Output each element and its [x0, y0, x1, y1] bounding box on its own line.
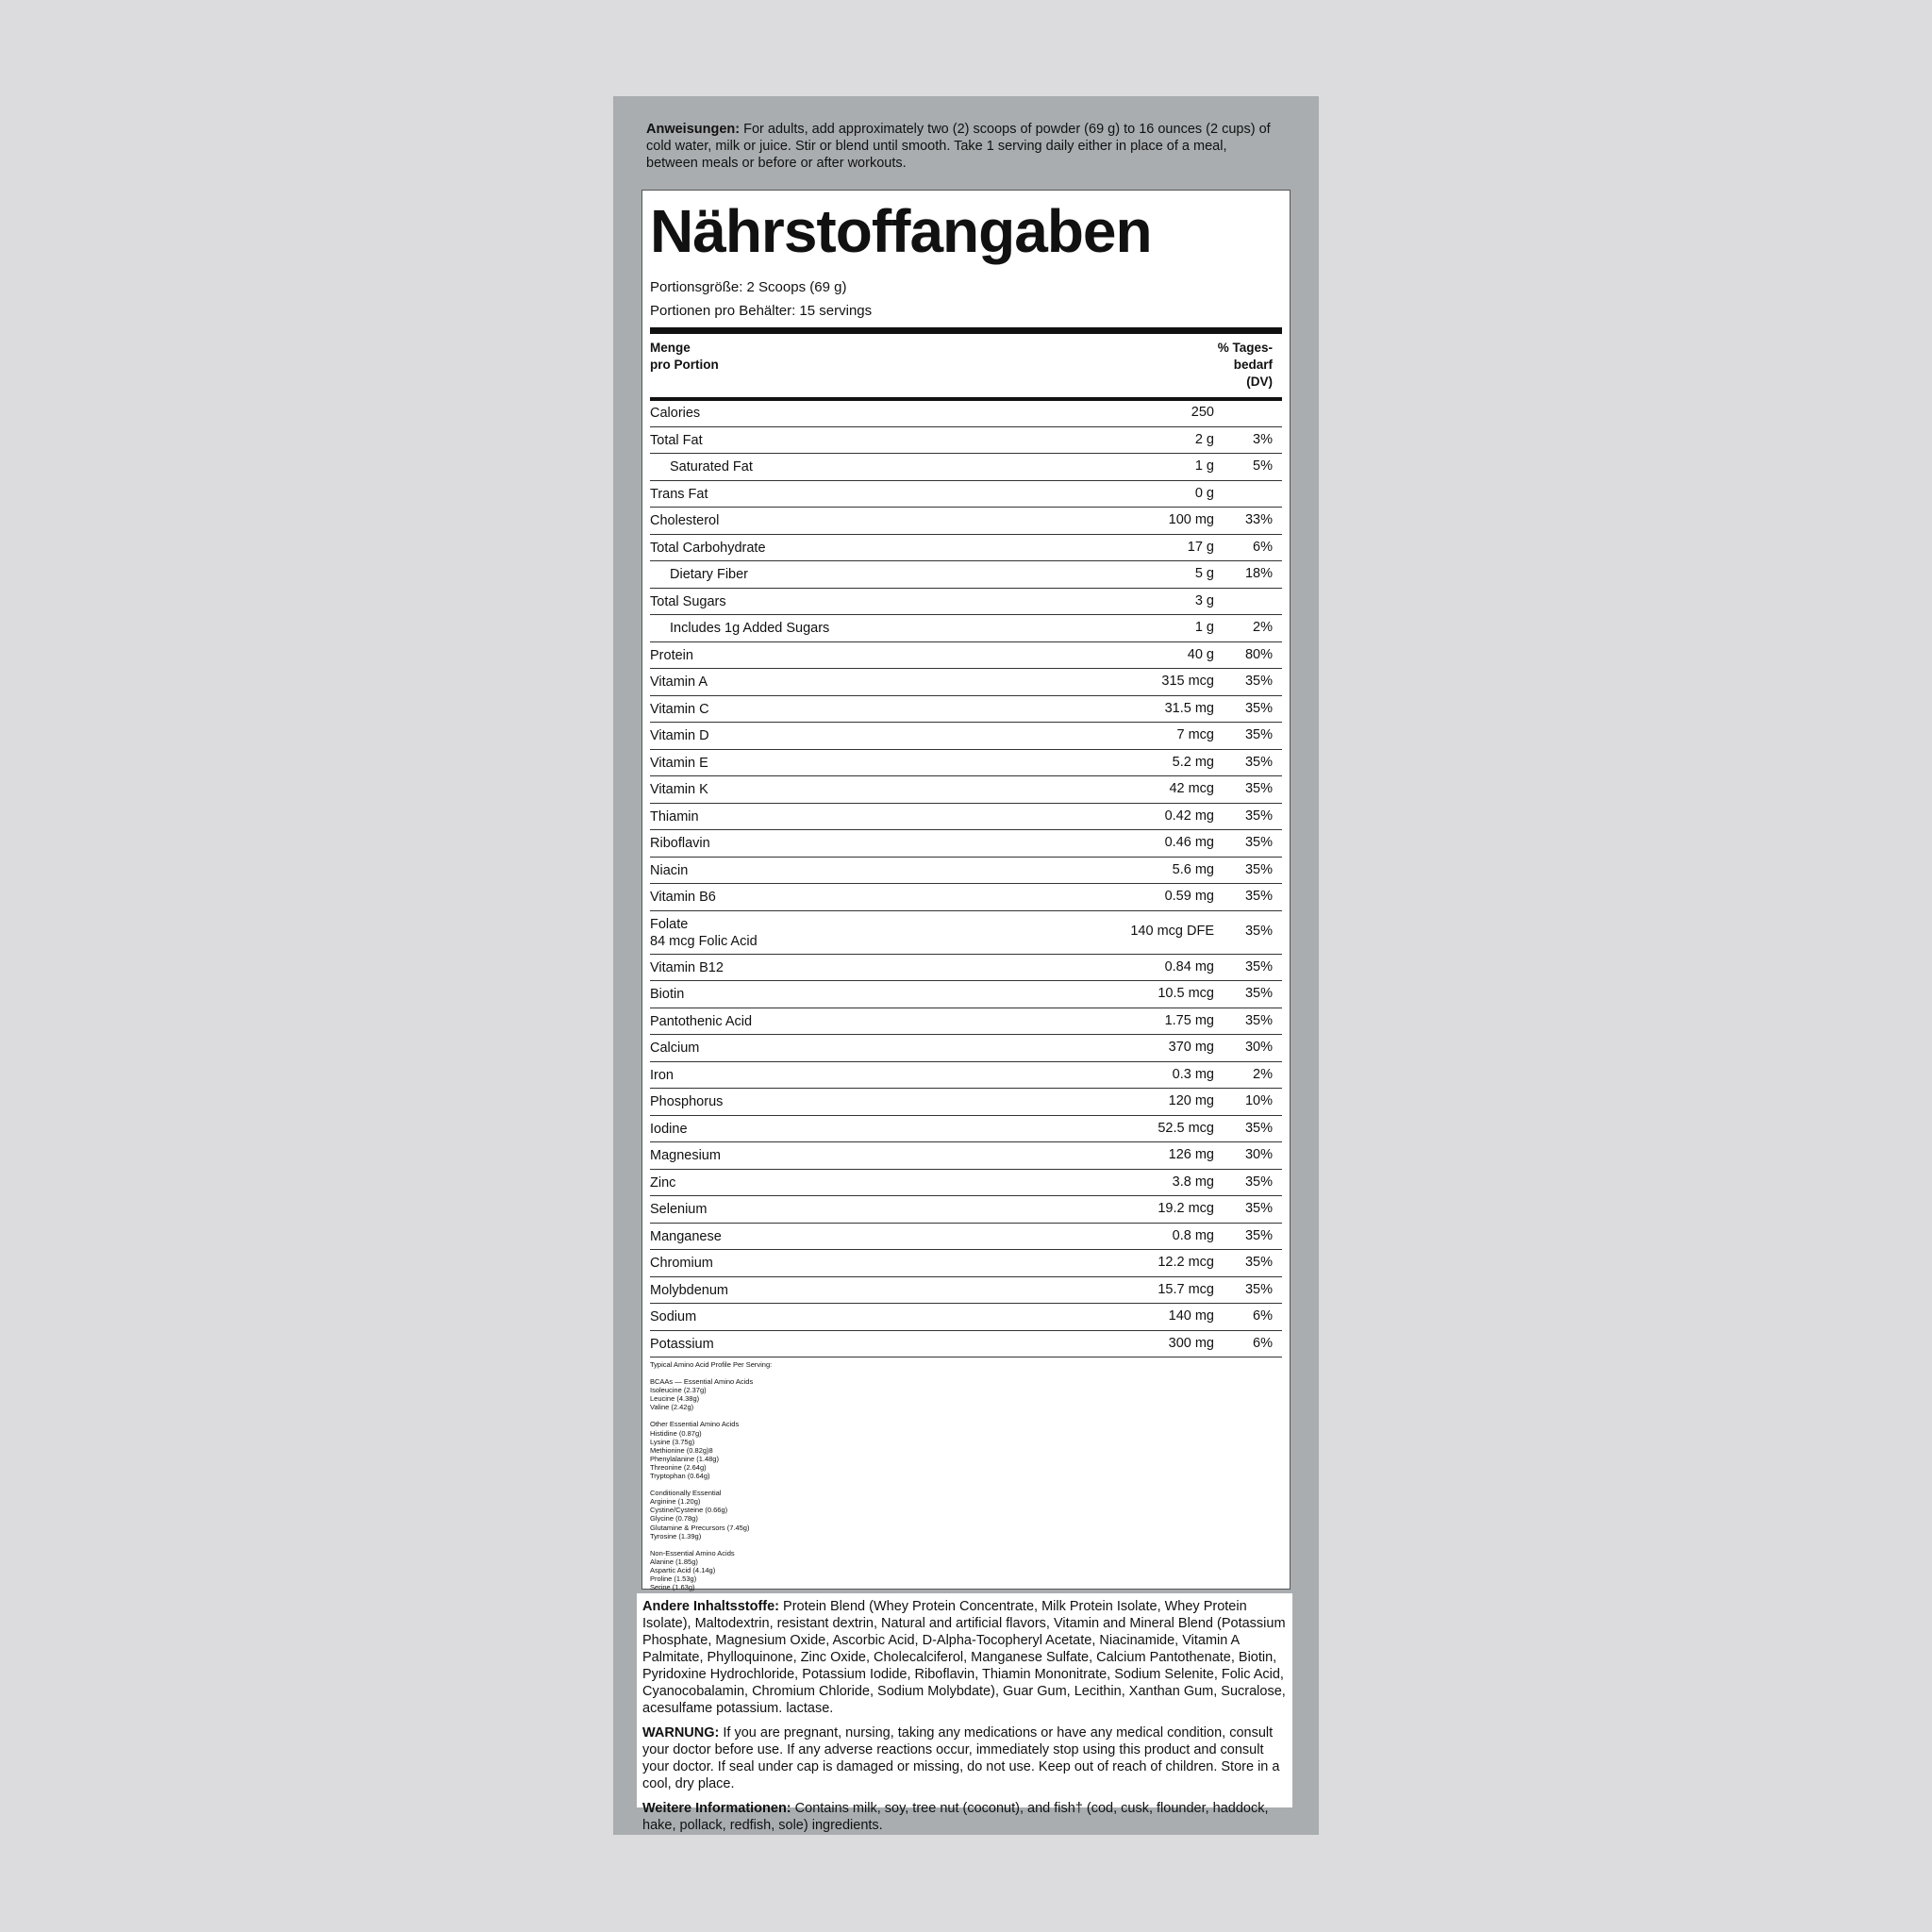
- nutrient-row: [650, 1277, 1282, 1305]
- nutrient-row: [650, 1250, 1282, 1277]
- nutrient-row: [650, 1170, 1282, 1197]
- nutrient-amount: 0.42 mg: [1164, 808, 1214, 824]
- nutrient-label: [650, 862, 688, 879]
- amino-group-name: BCAAs — Essential Amino Acids: [650, 1377, 754, 1387]
- amino-item: Tryptophan (0.64g): [650, 1472, 710, 1481]
- amino-item: Phenylalanine (1.48g): [650, 1454, 719, 1463]
- table-header: [650, 340, 1282, 389]
- servings-per-container: Portionen pro Behälter: 15 servings: [650, 303, 873, 319]
- nutrient-row: [650, 1304, 1282, 1331]
- nutrient-amount: 0.8 mg: [1172, 1227, 1214, 1243]
- nutrient-amount: 1 g: [1194, 458, 1214, 474]
- amino-title: Typical Amino Acid Profile Per Serving:: [650, 1360, 773, 1369]
- amino-item: Tyrosine (1.39g): [650, 1531, 702, 1541]
- nutrient-amount: 3.8 mg: [1172, 1174, 1214, 1190]
- nutrient-row: [650, 884, 1282, 911]
- nutrient-label: [650, 1308, 696, 1325]
- directions-label: Anweisungen:: [646, 122, 741, 137]
- nutrient-name: Total Sugars: [650, 593, 726, 609]
- nutrient-label: [650, 1201, 707, 1218]
- nutrient-label: [650, 727, 709, 744]
- nutrient-dv: 35%: [1244, 674, 1273, 689]
- nutrient-label: [650, 986, 684, 1003]
- nutrient-label: [650, 432, 703, 449]
- nutrient-row: [650, 804, 1282, 831]
- nutrient-label: [650, 959, 724, 976]
- other-info-panel: [637, 1593, 1292, 1833]
- nutrient-amount: 5.6 mg: [1172, 861, 1214, 877]
- serving-size: Portionsgröße: 2 Scoops (69 g): [650, 279, 847, 295]
- amino-item: Cystine/Cysteine (0.66g): [650, 1506, 728, 1515]
- nutrient-label: [670, 458, 753, 475]
- nutrient-label: [650, 405, 700, 422]
- nutrient-dv: 35%: [1244, 861, 1273, 877]
- nutrient-row: [650, 696, 1282, 724]
- nutrient-label: [650, 916, 758, 950]
- nutrient-row: [650, 561, 1282, 589]
- nutrient-label: [650, 1040, 699, 1057]
- amino-item: Alanine (1.85g): [650, 1557, 698, 1566]
- nutrient-name: Pantothenic Acid: [650, 1013, 753, 1029]
- nutrient-amount: 2 g: [1194, 431, 1214, 447]
- nutrient-amount: 120 mg: [1168, 1093, 1214, 1108]
- nutrient-amount: 100 mg: [1168, 512, 1214, 527]
- facts-title: Nährstoffangaben: [650, 197, 1152, 265]
- ingredients: [642, 1598, 1287, 1717]
- nutrient-dv: 18%: [1244, 566, 1273, 581]
- nutrient-dv: 35%: [1244, 889, 1273, 904]
- nutrient-row: [650, 830, 1282, 858]
- nutrient-label: [650, 1228, 722, 1245]
- nutrient-label: [650, 1147, 721, 1164]
- warning: [642, 1724, 1287, 1792]
- nutrient-dv: 35%: [1244, 1012, 1273, 1028]
- ingredients-label: Andere Inhaltsstoffe:: [642, 1599, 780, 1614]
- nutrient-row: [650, 858, 1282, 885]
- header-right-3: (DV): [1246, 375, 1273, 389]
- nutrient-dv: 10%: [1244, 1093, 1273, 1108]
- nutrient-name: Biotin: [650, 987, 685, 1002]
- nutrient-amount: 140 mg: [1168, 1308, 1214, 1324]
- nutrient-amount: 0.3 mg: [1172, 1066, 1214, 1082]
- nutrient-label: [650, 781, 708, 798]
- nutrient-dv: 35%: [1244, 754, 1273, 770]
- nutrient-dv: 30%: [1244, 1147, 1273, 1162]
- nutrient-label: [650, 593, 726, 610]
- amino-group: [650, 1489, 772, 1541]
- nutrient-row: [650, 1008, 1282, 1036]
- nutrient-name: Folate: [650, 916, 689, 932]
- nutrient-amount: 12.2 mcg: [1158, 1255, 1214, 1270]
- header-left-1: Menge: [650, 341, 691, 355]
- nutrient-row: [650, 615, 1282, 642]
- nutrient-amount: 19.2 mcg: [1158, 1201, 1214, 1216]
- nutrient-row: [650, 1089, 1282, 1116]
- nutrient-label: [650, 1255, 713, 1272]
- nutrient-dv: 3%: [1253, 431, 1273, 447]
- nutrient-row: [650, 481, 1282, 508]
- nutrient-name: Trans Fat: [650, 486, 708, 502]
- nutrient-name: Phosphorus: [650, 1094, 724, 1109]
- amino-item: Isoleucine (2.37g): [650, 1386, 707, 1395]
- nutrient-name: Protein: [650, 647, 693, 663]
- nutrient-dv: 35%: [1244, 1227, 1273, 1243]
- nutrient-name: Vitamin A: [650, 675, 708, 690]
- nutrient-amount: 10.5 mcg: [1158, 986, 1214, 1001]
- nutrient-label: [650, 835, 710, 852]
- nutrient-name: Includes 1g Added Sugars: [670, 621, 830, 636]
- warning-label: WARNUNG:: [642, 1725, 720, 1740]
- nutrient-row: [650, 1331, 1282, 1358]
- directions: [646, 121, 1278, 172]
- nutrient-amount: 126 mg: [1168, 1147, 1214, 1162]
- nutrient-name: Saturated Fat: [670, 459, 753, 475]
- nutrient-amount: 1.75 mg: [1164, 1012, 1214, 1028]
- info-label: Weitere Informationen:: [642, 1801, 791, 1816]
- nutrient-name: Selenium: [650, 1202, 708, 1217]
- amino-item: Proline (1.53g): [650, 1574, 697, 1583]
- nutrient-dv: 35%: [1244, 1201, 1273, 1216]
- nutrient-row: [650, 1035, 1282, 1062]
- nutrient-name: Total Fat: [650, 432, 703, 448]
- ingredients-text: Protein Blend (Whey Protein Concentrate, Milk Protein Isolate, Whey Protein Isolate), Maltodextrin, resistant dextrin, Natural and artificial flavors, Vitamin and Mineral Blend (Potassium Phosphate, Magnesium Oxide, Ascorbic Acid, D-Alpha-Tocopheryl Acetate, Niacinamide, Vitamin A Palmitate, Phylloquinone, Zinc Oxide, Cholecalciferol, Manganese Sulfate, Calcium Pantothenate, Biotin, Pyridoxine Hydrochloride, Potassium Iodide, Riboflavin, Thiamin Mononitrate, Sodium Selenite, Folic Acid, Cyanocobalamin, Chromium Chloride, Sodium Molybdate), Guar Gum, Lecithin, Xanthan Gum, Sucralose, acesulfame potassium. lactase.: [642, 1599, 1286, 1716]
- nutrient-name: Calcium: [650, 1041, 700, 1056]
- amino-item: Lysine (3.75g): [650, 1437, 695, 1446]
- nutrient-amount: 5.2 mg: [1172, 754, 1214, 770]
- nutrient-row: [650, 911, 1282, 955]
- nutrient-dv: 35%: [1244, 1174, 1273, 1190]
- nutrient-label: [650, 486, 708, 503]
- nutrient-row: [650, 1062, 1282, 1090]
- amino-item: Leucine (4.38g): [650, 1394, 700, 1404]
- warning-text: If you are pregnant, nursing, taking any medications or have any medical condition, consult your doctor before use. If any adverse reactions occur, immediately stop using this product and consult your doctor. If seal under cap is damaged or missing, do not use. Keep out of reach of children. Store in a cool, dry place.: [642, 1725, 1280, 1791]
- nutrient-row: [650, 454, 1282, 481]
- nutrient-name: Molybdenum: [650, 1282, 729, 1298]
- nutrient-amount: 370 mg: [1168, 1040, 1214, 1055]
- nutrient-amount: 40 g: [1187, 646, 1214, 662]
- nutrient-amount: 52.5 mcg: [1158, 1120, 1214, 1136]
- nutrient-label: [650, 1013, 752, 1030]
- nutrient-row: [650, 955, 1282, 982]
- nutrient-dv: 2%: [1253, 1066, 1273, 1082]
- nutrient-label: [650, 674, 708, 691]
- nutrient-amount: 315 mcg: [1161, 674, 1214, 689]
- nutrient-row: [650, 1196, 1282, 1224]
- nutrient-amount: 0.59 mg: [1164, 889, 1214, 904]
- nutrient-amount: 250: [1191, 405, 1214, 420]
- amino-item: Serine (1.63g): [650, 1583, 695, 1592]
- nutrient-amount: 0 g: [1194, 485, 1214, 501]
- nutrient-row: [650, 589, 1282, 616]
- nutrient-dv: 6%: [1253, 1335, 1273, 1351]
- nutrient-name: Magnesium: [650, 1148, 721, 1163]
- nutrient-dv: 35%: [1244, 986, 1273, 1001]
- nutrient-row: [650, 400, 1282, 427]
- nutrient-row: [650, 750, 1282, 777]
- nutrient-name: Potassium: [650, 1336, 714, 1352]
- amino-group-name: Other Essential Amino Acids: [650, 1420, 740, 1429]
- nutrient-row: [650, 723, 1282, 750]
- nutrient-name: Total Carbohydrate: [650, 540, 766, 556]
- nutrient-label: [650, 1174, 675, 1191]
- nutrient-label: [650, 540, 766, 557]
- amino-item: Aspartic Acid (4.14g): [650, 1565, 716, 1574]
- nutrient-row: [650, 1142, 1282, 1170]
- nutrient-dv: 35%: [1244, 727, 1273, 742]
- nutrient-amount: 5 g: [1194, 566, 1214, 581]
- nutrient-label: [650, 1067, 674, 1084]
- nutrient-row: [650, 1116, 1282, 1143]
- more-info: [642, 1800, 1287, 1834]
- amino-item: Valine (2.42g): [650, 1403, 694, 1412]
- nutrient-label: [670, 566, 748, 583]
- header-left-2: pro Portion: [650, 358, 719, 372]
- amino-group: [650, 1420, 772, 1480]
- amino-group: [650, 1549, 772, 1591]
- amino-group-name: Conditionally Essential: [650, 1489, 722, 1498]
- nutrient-name: Cholesterol: [650, 513, 720, 528]
- nutrient-dv: 30%: [1244, 1040, 1273, 1055]
- nutrient-label: [650, 512, 719, 529]
- nutrient-dv: 35%: [1244, 1255, 1273, 1270]
- dv-header: [1218, 340, 1273, 391]
- nutrient-rows: [650, 400, 1282, 1357]
- nutrient-dv: 5%: [1253, 458, 1273, 474]
- nutrient-label: [650, 889, 716, 906]
- nutrient-name: Sodium: [650, 1309, 697, 1324]
- nutrient-label: [650, 755, 708, 772]
- nutrient-amount: 3 g: [1194, 592, 1214, 608]
- nutrient-label: [670, 620, 829, 637]
- info-text: Contains milk, soy, tree nut (coconut), and fish† (cod, cusk, flounder, haddock, hake, pollack, redfish, sole) ingredients.: [642, 1801, 1269, 1833]
- nutrient-dv: 2%: [1253, 620, 1273, 635]
- nutrient-dv: 35%: [1244, 781, 1273, 796]
- nutrient-dv: 33%: [1244, 512, 1273, 527]
- nutrient-row: [650, 776, 1282, 804]
- nutrient-name: Chromium: [650, 1256, 713, 1271]
- nutrient-label: [650, 1121, 688, 1138]
- nutrient-name: Manganese: [650, 1228, 722, 1244]
- nutrient-name: Thiamin: [650, 808, 699, 824]
- nutrient-label: [650, 647, 693, 664]
- nutrient-name: Riboflavin: [650, 836, 710, 851]
- nutrient-dv: 6%: [1253, 539, 1273, 555]
- nutrient-amount: 42 mcg: [1169, 781, 1214, 796]
- nutrient-dv: 35%: [1244, 1281, 1273, 1297]
- amino-item: Arginine (1.20g): [650, 1497, 701, 1507]
- amino-item: Histidine (0.87g): [650, 1428, 702, 1438]
- nutrient-name: Dietary Fiber: [670, 567, 748, 582]
- nutrient-amount: 0.46 mg: [1164, 835, 1214, 850]
- nutrient-name: Calories: [650, 406, 701, 421]
- nutrient-name: Vitamin E: [650, 755, 708, 771]
- nutrient-row: [650, 669, 1282, 696]
- nutrient-name: Vitamin B12: [650, 959, 724, 975]
- nutrient-label: [650, 1282, 728, 1299]
- nutrient-dv: 35%: [1244, 923, 1273, 939]
- nutrient-row: [650, 642, 1282, 670]
- nutrient-amount: 140 mcg DFE: [1130, 923, 1214, 939]
- nutrient-row: [650, 535, 1282, 562]
- amount-header: [650, 340, 1282, 374]
- nutrient-amount: 17 g: [1187, 539, 1214, 555]
- nutrient-dv: 35%: [1244, 958, 1273, 974]
- amino-item: Threonine (2.64g): [650, 1462, 707, 1472]
- header-right-2: bedarf: [1233, 358, 1273, 372]
- nutrient-amount: 0.84 mg: [1164, 958, 1214, 974]
- nutrient-amount: 15.7 mcg: [1158, 1281, 1214, 1297]
- nutrient-dv: 35%: [1244, 835, 1273, 850]
- nutrient-row: [650, 1224, 1282, 1251]
- nutrient-amount: 1 g: [1194, 620, 1214, 635]
- directions-text: For adults, add approximately two (2) scoops of powder (69 g) to 16 ounces (2 cups) of cold water, milk or juice. Stir or blend until smooth. Take 1 serving daily either in place of a meal, between meals or before or after workouts.: [646, 122, 1271, 171]
- nutrient-label: [650, 1093, 723, 1110]
- amino-item: Glutamine & Precursors (7.45g): [650, 1523, 750, 1532]
- header-right-1: % Tages-: [1217, 341, 1273, 355]
- nutrient-dv: 6%: [1253, 1308, 1273, 1324]
- nutrient-dv: 80%: [1244, 646, 1273, 662]
- nutrient-amount: 31.5 mg: [1164, 700, 1214, 716]
- nutrient-dv: 35%: [1244, 1120, 1273, 1136]
- nutrient-label: [650, 808, 699, 825]
- amino-acid-profile: [650, 1360, 772, 1591]
- nutrient-name: Vitamin D: [650, 728, 709, 743]
- nutrient-label: [650, 701, 709, 718]
- amino-item: Glycine (0.78g): [650, 1514, 698, 1524]
- nutrient-row: [650, 981, 1282, 1008]
- nutrient-name: Vitamin K: [650, 782, 708, 797]
- nutrient-amount: 7 mcg: [1176, 727, 1214, 742]
- thick-divider: [650, 327, 1282, 334]
- nutrient-name: Iodine: [650, 1121, 688, 1137]
- nutrient-amount: 300 mg: [1168, 1335, 1214, 1351]
- nutrient-name: Zinc: [650, 1174, 676, 1191]
- nutrient-dv: 35%: [1244, 700, 1273, 716]
- nutrient-name: Vitamin C: [650, 701, 709, 717]
- amino-group: [650, 1377, 772, 1411]
- nutrient-row: [650, 508, 1282, 535]
- nutrient-row: [650, 427, 1282, 455]
- nutrient-sublabel: 84 mcg Folic Acid: [650, 933, 758, 949]
- amino-group-name: Non-Essential Amino Acids: [650, 1548, 735, 1557]
- nutrition-facts-panel: [641, 190, 1291, 1590]
- nutrient-name: Niacin: [650, 862, 689, 878]
- nutrient-name: Vitamin B6: [650, 890, 716, 905]
- amino-item: Methionine (0.82g)8: [650, 1445, 713, 1455]
- nutrient-dv: 35%: [1244, 808, 1273, 824]
- nutrient-label: [650, 1336, 714, 1353]
- nutrient-name: Iron: [650, 1067, 674, 1083]
